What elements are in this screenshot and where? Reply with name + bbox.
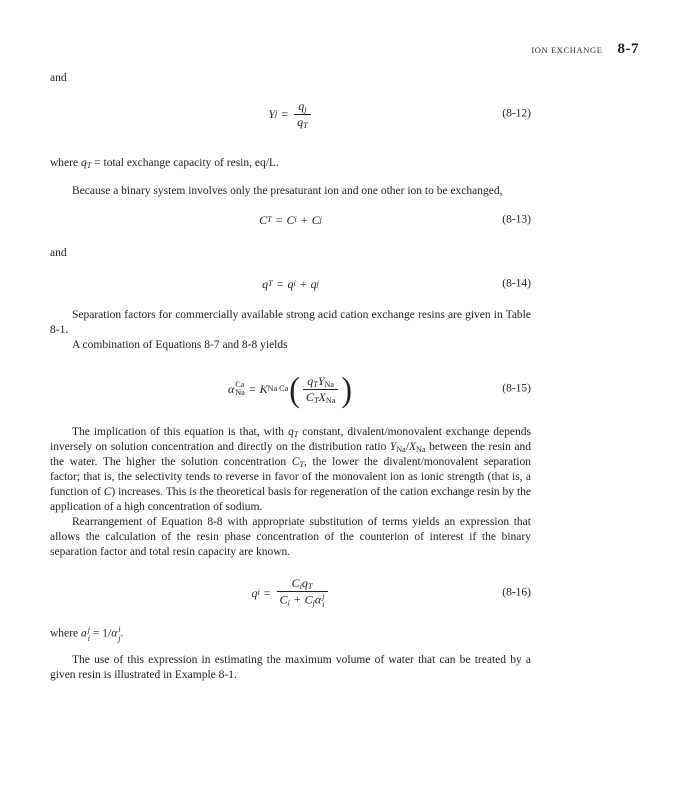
equation-number-8-14: (8-14): [502, 277, 531, 290]
page-content: [50, 0, 531, 683]
equals-sign: =: [281, 106, 289, 121]
where-text: where: [50, 627, 81, 640]
page-header: [531, 41, 639, 58]
equals-sign: =: [276, 276, 284, 291]
equals-sign: =: [275, 212, 283, 227]
plus-sign: +: [293, 592, 301, 606]
equals-sign: =: [248, 381, 256, 396]
stacked-scripts: Ca Na: [235, 379, 245, 397]
equation-8-13: [50, 211, 531, 229]
paragraph-rearrangement: Rearrangement of Equation 8-8 with appropriate substitution of terms yields an expression that allows the calculation of the resin phase concentration of the counterion of interest if the binary separation factor and total resin capacity are known.: [50, 516, 531, 558]
equation-8-14: [50, 275, 531, 293]
plus-sign: +: [299, 276, 307, 291]
connector-and-2: and: [50, 247, 67, 259]
running-title: ION EXCHANGE: [531, 45, 603, 55]
math-var: α: [227, 381, 235, 396]
where-qt-line: [50, 156, 531, 171]
fraction-numerator: $q_j$: [298, 98, 307, 114]
math-sub: T: [86, 161, 92, 170]
paragraph-implication: The implication of this equation is that, with $q_T$ constant, divalent/monovalent exchange depends inversely on solution concentration and directly on the distribution ratio $Y_{Na}/X_{Na}$ between the resin and the water. The higher the solution concentration $C_T$, the lower the divalent/monovalent separation factor; that is, the selectivity tends to reverse in favor of the monovalent ion as ionic strength (that is, a function of C) increases. This is the theoretical basis for regeneration of the cation exchange resin by the application of a high concentration of sodium.: [50, 426, 531, 513]
equals-sign: =: [263, 585, 271, 600]
equation-8-15: [50, 366, 531, 412]
fraction-denominator: $C_i + C_j\alpha$ j i: [277, 591, 328, 610]
fraction-denominator: $q_T$: [294, 114, 311, 129]
where-text: where: [50, 157, 81, 169]
equation-number-8-12: (8-12): [502, 107, 531, 120]
math-var: K: [259, 381, 268, 396]
equation-8-15-expression: α Ca Na = K Na Ca ( $\frac{q_TY_{Na}}{C_TX_{Na}}$ ): [227, 369, 353, 409]
equation-number-8-15: (8-15): [502, 382, 531, 395]
equation-number-8-13: (8-13): [502, 213, 531, 226]
stacked-scripts: j i: [87, 625, 90, 643]
where-definition: = total exchange capacity of resin, eq/L.: [91, 157, 279, 169]
fraction-numerator: $C_iq_T$: [291, 575, 313, 591]
equation-8-14-expression: q T = q i + q j: [262, 276, 319, 291]
math-var: q: [80, 157, 87, 169]
math-var: q: [251, 585, 258, 600]
math-var: Y: [268, 106, 276, 121]
equation-number-8-16: (8-16): [502, 586, 531, 599]
stacked-scripts: j i: [322, 591, 325, 609]
connector-and-1: and: [50, 72, 67, 84]
equation-8-16: [50, 570, 531, 616]
paragraph-example-use: The use of this expression in estimating the maximum volume of water that can be treated by a given resin is illustrated in Example 8-1.: [50, 654, 531, 681]
fraction-numerator: $q_TY_{Na}$: [307, 373, 335, 389]
paragraph-combination: A combination of Equations 8-7 and 8-8 yields: [72, 339, 288, 351]
page-number: 8-7: [617, 41, 639, 57]
equation-8-16-expression: q i = $C_iq_T$ $C_i + C_j\alpha$ j i: [251, 577, 329, 610]
where-a-line: where a j i = 1/α i j .: [50, 625, 124, 643]
stacked-scripts: i j: [118, 625, 121, 643]
fraction-denominator: $C_TX_{Na}$: [303, 389, 338, 404]
paragraph-separation-factors: Separation factors for commercially available strong acid cation exchange resins are given in Table 8-1.: [50, 309, 531, 336]
equation-8-13-expression: C T = C i + C j: [259, 212, 322, 227]
equation-8-12: [50, 98, 531, 130]
plus-sign: +: [300, 212, 308, 227]
paragraph-because: Because a binary system involves only the presaturant ion and one other ion to be exchanged,: [72, 185, 503, 197]
fraction: [277, 577, 328, 610]
fraction: [294, 100, 311, 129]
fraction: [303, 375, 338, 404]
equation-8-12-expression: Y j = $\frac{q_j}{q_T}$: [268, 100, 312, 129]
